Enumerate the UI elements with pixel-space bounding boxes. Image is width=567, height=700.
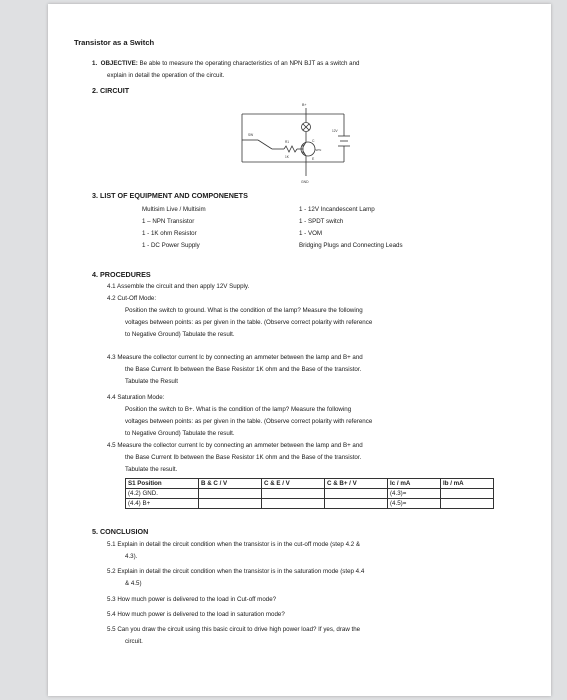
table-cell: (4.2) GND.: [126, 489, 199, 499]
table-cell[interactable]: (4.5)=: [388, 499, 441, 509]
equipment-right-3: 1 - VOM: [299, 230, 323, 237]
equipment-left-1: Multisim Live / Multisim: [142, 206, 206, 213]
table-cell[interactable]: [325, 499, 388, 509]
conclusion-heading: 5. CONCLUSION: [92, 527, 149, 536]
label-npn: NPN: [315, 148, 322, 152]
table-row: [126, 489, 494, 499]
table-cell[interactable]: [441, 499, 494, 509]
table-header-cell: S1 Position: [126, 479, 199, 489]
procedure-4-3-line-3: Tabulate the Result: [125, 378, 178, 385]
label-bplus: B+: [302, 103, 307, 107]
label-gnd: GND: [301, 180, 309, 184]
equipment-left-2: 1 – NPN Transistor: [142, 218, 195, 225]
procedure-4-2-line-2: voltages between points: as per given in the table. (Observe correct polarity with reference: [125, 319, 373, 326]
table-cell[interactable]: [441, 489, 494, 499]
equipment-right-4: Bridging Plugs and Connecting Leads: [299, 242, 403, 249]
procedure-4-5-line-1: 4.5 Measure the collector current Ic by connecting an ammeter between the lamp and B+ and: [107, 442, 363, 449]
table-cell: (4.4) B+: [126, 499, 199, 509]
procedure-4-2-line-1: Position the switch to ground. What is the condition of the lamp? Measure the following: [125, 307, 363, 314]
page-title: Transistor as a Switch: [74, 38, 155, 47]
conclusion-5-3: 5.3 How much power is delivered to the load in Cut-off mode?: [107, 596, 277, 603]
procedure-4-1: 4.1 Assemble the circuit and then apply 12V Supply.: [107, 283, 250, 290]
table-header-row: [126, 479, 494, 489]
conclusion-5-5-line-1: 5.5 Can you draw the circuit using this basic circuit to drive high power load? If yes, draw the: [107, 626, 361, 633]
equipment-heading: 3. LIST OF EQUIPMENT AND COMPONENETS: [92, 191, 248, 200]
equipment-right-2: 1 - SPDT switch: [299, 218, 344, 225]
objective-text-1: Be able to measure the operating characteristics of an NPN BJT as a switch and: [139, 60, 360, 67]
table-cell[interactable]: [325, 489, 388, 499]
procedure-4-3-line-1: 4.3 Measure the collector current Ic by connecting an ammeter between the lamp and B+ and: [107, 354, 363, 361]
conclusion-5-5-line-2: circuit.: [125, 638, 143, 645]
procedure-4-3-line-2: the Base Current Ib between the Base Resistor 1K ohm and the Base of the transistor.: [125, 366, 362, 373]
conclusion-5-1-line-2: 4.3).: [125, 553, 138, 560]
procedure-4-5-line-3: Tabulate the result.: [125, 466, 178, 473]
table-cell[interactable]: (4.3)=: [388, 489, 441, 499]
label-c: C: [312, 139, 315, 143]
procedure-4-2-line-3: to Negative Ground) Tabulate the result.: [125, 331, 235, 338]
objective-number: 1.: [92, 60, 98, 67]
objective-text-2: explain in detail the operation of the circuit.: [107, 72, 225, 79]
procedure-4-4-line-1: Position the switch to B+. What is the condition of the lamp? Measure the following: [125, 406, 352, 413]
procedure-4-2: 4.2 Cut-Off Mode:: [107, 295, 157, 302]
table-cell[interactable]: [199, 489, 262, 499]
label-e: E: [312, 157, 315, 161]
equipment-left-3: 1 - 1K ohm Resistor: [142, 230, 197, 237]
results-table: [125, 478, 494, 509]
table-row: [126, 499, 494, 509]
conclusion-5-1-line-1: 5.1 Explain in detail the circuit condition when the transistor is in the cut-off mode (step 4.2 &: [107, 541, 361, 548]
procedure-4-4: 4.4 Saturation Mode:: [107, 394, 165, 401]
table-header-cell: C & B+ / V: [325, 479, 388, 489]
table-header-cell: Ib / mA: [441, 479, 494, 489]
procedure-4-4-line-2: voltages between points: as per given in the table. (Observe correct polarity with reference: [125, 418, 373, 425]
label-sw: SW: [248, 133, 254, 137]
table-header-cell: B & C / V: [199, 479, 262, 489]
conclusion-5-4: 5.4 How much power is delivered to the load in saturation mode?: [107, 611, 285, 618]
procedure-4-5-line-2: the Base Current Ib between the Base Resistor 1K ohm and the Base of the transistor.: [125, 454, 362, 461]
procedures-heading: 4. PROCEDURES: [92, 270, 151, 279]
circuit-diagram: [228, 96, 358, 191]
label-r1: R1: [285, 140, 290, 144]
objective-line-1: [92, 58, 360, 70]
procedure-4-4-line-3: to Negative Ground) Tabulate the result.: [125, 430, 235, 437]
conclusion-5-2-line-2: & 4.5): [125, 580, 142, 587]
table-cell[interactable]: [262, 489, 325, 499]
label-12v: 12V: [332, 129, 338, 133]
table-cell[interactable]: [199, 499, 262, 509]
conclusion-5-2-line-1: 5.2 Explain in detail the circuit condition when the transistor is in the saturation mode (step 4.4: [107, 568, 365, 575]
equipment-right-1: 1 - 12V Incandescent Lamp: [299, 206, 375, 213]
table-cell[interactable]: [262, 499, 325, 509]
document-page: [48, 4, 551, 696]
table-header-cell: C & E / V: [262, 479, 325, 489]
objective-label: OBJECTIVE:: [100, 60, 138, 67]
circuit-heading: 2. CIRCUIT: [92, 86, 130, 95]
table-header-cell: Ic / mA: [388, 479, 441, 489]
label-1k: 1K: [285, 155, 289, 159]
equipment-left-4: 1 - DC Power Supply: [142, 242, 200, 249]
